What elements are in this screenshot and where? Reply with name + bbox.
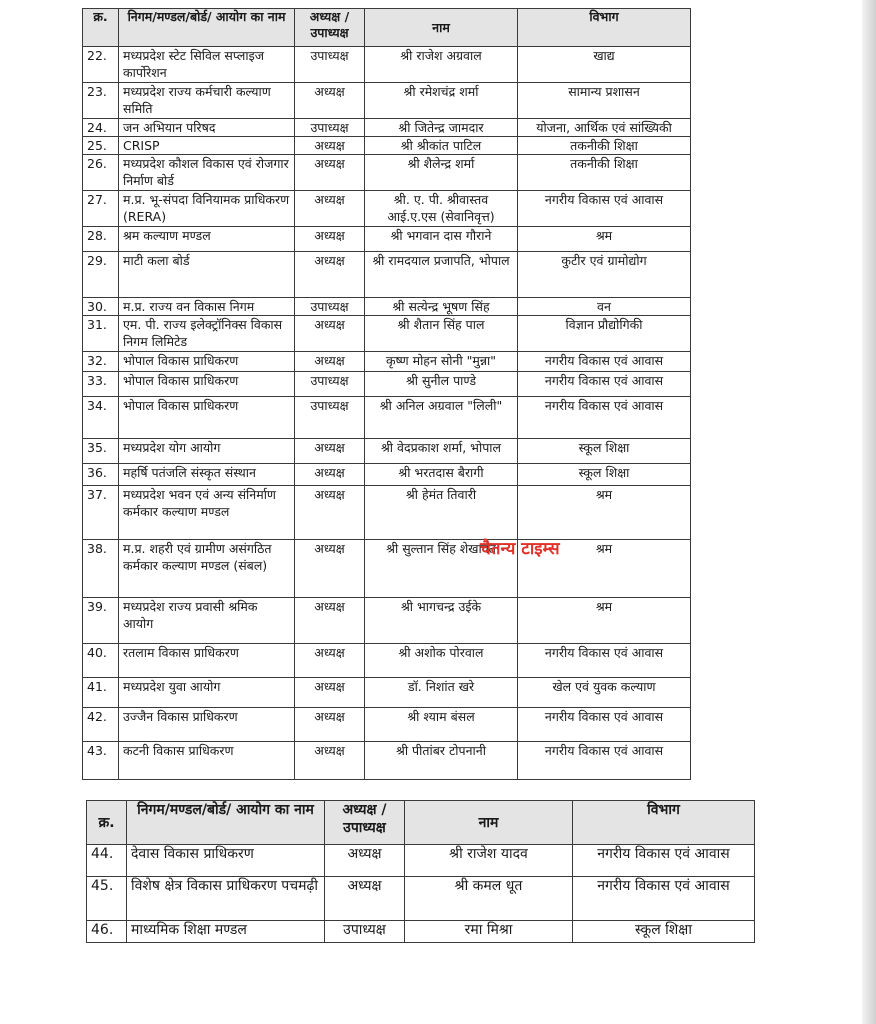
row-sno: 38. xyxy=(83,540,119,598)
row-name: श्री सुल्तान सिंह शेखावत xyxy=(365,540,518,598)
row-name: श्री रमेशचंद्र शर्मा xyxy=(365,83,518,119)
header-post: अध्यक्ष / उपाध्यक्ष xyxy=(295,9,365,47)
table-row xyxy=(83,298,691,316)
row-org: म.प्र. शहरी एवं ग्रामीण असंगठित कर्मकार कल्याण मण्डल (संबल) xyxy=(119,540,295,598)
row-org: उज्जैन विकास प्राधिकरण xyxy=(119,708,295,742)
row-post: अध्यक्ष xyxy=(295,678,365,708)
row-sno: 26. xyxy=(83,155,119,191)
row-org: माध्यमिक शिक्षा मण्डल xyxy=(127,921,325,943)
row-sno: 34. xyxy=(83,397,119,439)
row-name: श्री राजेश अग्रवाल xyxy=(365,47,518,83)
row-post: अध्यक्ष xyxy=(295,316,365,352)
row-sno: 27. xyxy=(83,191,119,227)
row-dept: तकनीकी शिक्षा xyxy=(518,137,691,155)
row-dept: नगरीय विकास एवं आवास xyxy=(518,372,691,397)
row-dept: श्रम xyxy=(518,486,691,540)
row-name: श्री अनिल अग्रवाल "लिली" xyxy=(365,397,518,439)
row-name: श्री कमल धूत xyxy=(405,877,573,921)
header-name: नाम xyxy=(405,801,573,845)
table-row xyxy=(83,708,691,742)
table-row xyxy=(83,316,691,352)
row-dept: सामान्य प्रशासन xyxy=(518,83,691,119)
row-org: CRISP xyxy=(119,137,295,155)
table-row xyxy=(83,191,691,227)
row-post: अध्यक्ष xyxy=(295,464,365,486)
row-name: श्री सत्येन्द्र भूषण सिंह xyxy=(365,298,518,316)
table-row xyxy=(83,155,691,191)
row-dept: नगरीय विकास एवं आवास xyxy=(518,708,691,742)
row-org: भोपाल विकास प्राधिकरण xyxy=(119,372,295,397)
row-sno: 40. xyxy=(83,644,119,678)
table-row xyxy=(83,678,691,708)
row-org: जन अभियान परिषद xyxy=(119,119,295,137)
row-post: अध्यक्ष xyxy=(295,540,365,598)
row-org: मध्यप्रदेश राज्य कर्मचारी कल्याण समिति xyxy=(119,83,295,119)
row-name: डॉ. निशांत खरे xyxy=(365,678,518,708)
row-dept: स्कूल शिक्षा xyxy=(573,921,755,943)
row-name: श्री पीतांबर टोपनानी xyxy=(365,742,518,780)
row-sno: 45. xyxy=(87,877,127,921)
row-post: उपाध्यक्ष xyxy=(295,298,365,316)
row-sno: 22. xyxy=(83,47,119,83)
row-sno: 28. xyxy=(83,227,119,252)
row-org: रतलाम विकास प्राधिकरण xyxy=(119,644,295,678)
row-post: अध्यक्ष xyxy=(295,598,365,644)
table-row xyxy=(83,252,691,298)
row-dept: नगरीय विकास एवं आवास xyxy=(573,877,755,921)
table-row xyxy=(87,845,755,877)
table-header-row xyxy=(87,801,755,845)
row-name: श्री अशोक पोरवाल xyxy=(365,644,518,678)
header-name: नाम xyxy=(365,9,518,47)
row-sno: 24. xyxy=(83,119,119,137)
row-sno: 33. xyxy=(83,372,119,397)
table-row xyxy=(83,372,691,397)
row-dept: तकनीकी शिक्षा xyxy=(518,155,691,191)
row-dept: श्रम xyxy=(518,598,691,644)
row-sno: 42. xyxy=(83,708,119,742)
row-org: माटी कला बोर्ड xyxy=(119,252,295,298)
row-post: अध्यक्ष xyxy=(295,742,365,780)
row-name: श्री भागचन्द्र उईके xyxy=(365,598,518,644)
row-org: मध्यप्रदेश स्टेट सिविल सप्लाइज कार्पोरेशन xyxy=(119,47,295,83)
row-post: उपाध्यक्ष xyxy=(295,397,365,439)
row-dept: नगरीय विकास एवं आवास xyxy=(518,352,691,372)
row-dept: नगरीय विकास एवं आवास xyxy=(518,191,691,227)
row-post: उपाध्यक्ष xyxy=(325,921,405,943)
row-sno: 37. xyxy=(83,486,119,540)
page-edge-shadow xyxy=(862,0,876,1024)
row-sno: 35. xyxy=(83,439,119,464)
row-post: अध्यक्ष xyxy=(295,227,365,252)
row-post: अध्यक्ष xyxy=(325,845,405,877)
row-post: अध्यक्ष xyxy=(295,83,365,119)
row-name: श्री जितेन्द्र जामदार xyxy=(365,119,518,137)
row-sno: 41. xyxy=(83,678,119,708)
row-sno: 43. xyxy=(83,742,119,780)
row-post: अध्यक्ष xyxy=(295,137,365,155)
row-org: श्रम कल्याण मण्डल xyxy=(119,227,295,252)
row-post: उपाध्यक्ष xyxy=(295,119,365,137)
table-row xyxy=(83,227,691,252)
row-sno: 30. xyxy=(83,298,119,316)
table-row xyxy=(83,540,691,598)
row-sno: 23. xyxy=(83,83,119,119)
row-post: अध्यक्ष xyxy=(295,252,365,298)
table-row xyxy=(83,83,691,119)
row-post: अध्यक्ष xyxy=(295,486,365,540)
header-post: अध्यक्ष / उपाध्यक्ष xyxy=(325,801,405,845)
table-row xyxy=(83,352,691,372)
row-org: मध्यप्रदेश युवा आयोग xyxy=(119,678,295,708)
row-sno: 25. xyxy=(83,137,119,155)
header-org: निगम/मण्डल/बोर्ड/ आयोग का नाम xyxy=(127,801,325,845)
row-org: भोपाल विकास प्राधिकरण xyxy=(119,352,295,372)
row-dept: योजना, आर्थिक एवं सांख्यिकी xyxy=(518,119,691,137)
row-org: मध्यप्रदेश योग आयोग xyxy=(119,439,295,464)
row-name: श्री हेमंत तिवारी xyxy=(365,486,518,540)
row-post: अध्यक्ष xyxy=(325,877,405,921)
table-row xyxy=(87,921,755,943)
header-dept: विभाग xyxy=(573,801,755,845)
table-row xyxy=(83,397,691,439)
row-sno: 39. xyxy=(83,598,119,644)
watermark-text: चैतन्य टाइम्स xyxy=(480,539,560,559)
table-row xyxy=(83,742,691,780)
row-dept: श्रम xyxy=(518,540,691,598)
row-name: श्री शैलेन्द्र शर्मा xyxy=(365,155,518,191)
table-row xyxy=(83,644,691,678)
row-sno: 32. xyxy=(83,352,119,372)
table-row xyxy=(83,486,691,540)
appointments-table-1 xyxy=(82,8,691,780)
row-name: श्री. ए. पी. श्रीवास्तव आई.ए.एस (सेवानिवृत्त) xyxy=(365,191,518,227)
row-post: अध्यक्ष xyxy=(295,352,365,372)
row-sno: 36. xyxy=(83,464,119,486)
row-name: श्री रामदयाल प्रजापति, भोपाल xyxy=(365,252,518,298)
row-name: श्री श्याम बंसल xyxy=(365,708,518,742)
row-org: भोपाल विकास प्राधिकरण xyxy=(119,397,295,439)
row-dept: नगरीय विकास एवं आवास xyxy=(518,644,691,678)
row-post: अध्यक्ष xyxy=(295,644,365,678)
table-row xyxy=(83,119,691,137)
row-sno: 31. xyxy=(83,316,119,352)
row-name: श्री श्रीकांत पाटिल xyxy=(365,137,518,155)
row-org: मध्यप्रदेश भवन एवं अन्य संनिर्माण कर्मकार कल्याण मण्डल xyxy=(119,486,295,540)
row-dept: कुटीर एवं ग्रामोद्योग xyxy=(518,252,691,298)
row-post: अध्यक्ष xyxy=(295,708,365,742)
row-dept: स्कूल शिक्षा xyxy=(518,464,691,486)
row-org: मध्यप्रदेश कौशल विकास एवं रोजगार निर्माण बोर्ड xyxy=(119,155,295,191)
row-dept: श्रम xyxy=(518,227,691,252)
row-post: उपाध्यक्ष xyxy=(295,47,365,83)
row-post: उपाध्यक्ष xyxy=(295,372,365,397)
row-name: रमा मिश्रा xyxy=(405,921,573,943)
row-org: म.प्र. भू-संपदा विनियामक प्राधिकरण (RERA) xyxy=(119,191,295,227)
row-org: विशेष क्षेत्र विकास प्राधिकरण पचमढ़ी xyxy=(127,877,325,921)
row-org: मध्यप्रदेश राज्य प्रवासी श्रमिक आयोग xyxy=(119,598,295,644)
row-name: श्री सुनील पाण्डे xyxy=(365,372,518,397)
row-name: श्री भरतदास बैरागी xyxy=(365,464,518,486)
row-name: श्री वेदप्रकाश शर्मा, भोपाल xyxy=(365,439,518,464)
row-dept: खाद्य xyxy=(518,47,691,83)
row-org: म.प्र. राज्य वन विकास निगम xyxy=(119,298,295,316)
table-row xyxy=(87,877,755,921)
row-dept: नगरीय विकास एवं आवास xyxy=(518,742,691,780)
row-name: कृष्ण मोहन सोनी "मुन्ना" xyxy=(365,352,518,372)
row-name: श्री भगवान दास गौराने xyxy=(365,227,518,252)
header-sno: क्र. xyxy=(87,801,127,845)
appointments-table-2 xyxy=(86,800,755,943)
row-dept: विज्ञान प्रौद्योगिकी xyxy=(518,316,691,352)
row-sno: 44. xyxy=(87,845,127,877)
row-post: अध्यक्ष xyxy=(295,191,365,227)
row-dept: नगरीय विकास एवं आवास xyxy=(518,397,691,439)
row-org: कटनी विकास प्राधिकरण xyxy=(119,742,295,780)
row-dept: स्कूल शिक्षा xyxy=(518,439,691,464)
table-row xyxy=(83,464,691,486)
header-dept: विभाग xyxy=(518,9,691,47)
table-row xyxy=(83,598,691,644)
row-post: अध्यक्ष xyxy=(295,439,365,464)
header-sno: क्र. xyxy=(83,9,119,47)
table-header-row xyxy=(83,9,691,47)
table-row xyxy=(83,137,691,155)
row-sno: 46. xyxy=(87,921,127,943)
row-dept: वन xyxy=(518,298,691,316)
header-org: निगम/मण्डल/बोर्ड/ आयोग का नाम xyxy=(119,9,295,47)
row-name: श्री शैतान सिंह पाल xyxy=(365,316,518,352)
row-org: महर्षि पतंजलि संस्कृत संस्थान xyxy=(119,464,295,486)
row-post: अध्यक्ष xyxy=(295,155,365,191)
table-row xyxy=(83,439,691,464)
row-dept: नगरीय विकास एवं आवास xyxy=(573,845,755,877)
row-name: श्री राजेश यादव xyxy=(405,845,573,877)
row-dept: खेल एवं युवक कल्याण xyxy=(518,678,691,708)
table-row xyxy=(83,47,691,83)
row-org: देवास विकास प्राधिकरण xyxy=(127,845,325,877)
row-sno: 29. xyxy=(83,252,119,298)
row-org: एम. पी. राज्य इलेक्ट्रॉनिक्स विकास निगम लिमिटेड xyxy=(119,316,295,352)
